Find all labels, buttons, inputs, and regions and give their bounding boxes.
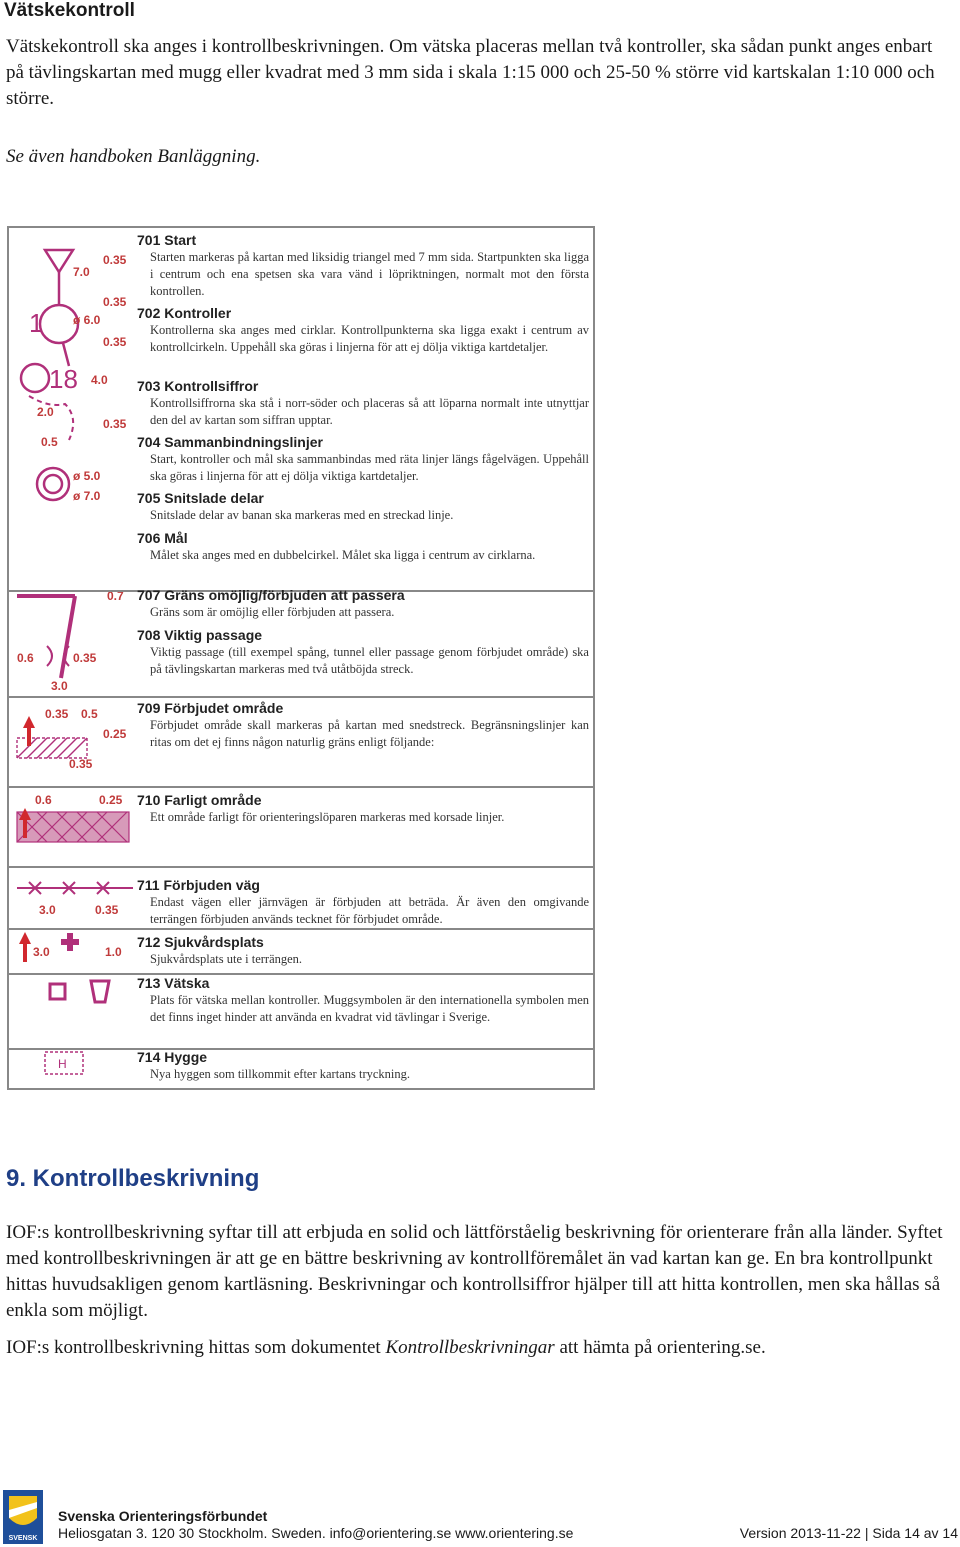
entry-title: 711 Förbjuden väg (137, 877, 260, 893)
entry-text: Målet ska anges med en dubbelcirkel. Målet ska ligga i centrum av cirklarna. (150, 548, 536, 562)
clearing-symbol (45, 1052, 83, 1074)
entry-text: Förbjudet område skall markeras på kartan med snedstreck. Begränsningslinjer kan ritas om det ej finns någon naturlig gräns enligt följande: (150, 718, 589, 749)
forbidden-route-symbol (17, 882, 133, 894)
entry-707 (137, 586, 589, 621)
symbol-column (9, 228, 135, 1088)
entry-708 (137, 626, 589, 678)
label-forbidden-spacing: 0.5 (81, 707, 98, 721)
label-forbidden-border: 0.25 (103, 727, 127, 741)
entry-text: Sjukvårdsplats ute i terrängen. (150, 952, 303, 966)
control-number-circle-symbol (21, 364, 49, 392)
paragraph-document-reference (6, 1335, 946, 1361)
entry-text: Kontrollsiffrorna ska stå i norr-söder och placeras så att löparna normalt inte utnyttjar den del av kartan som siffran upptar. (150, 396, 589, 427)
entry-702 (137, 304, 589, 356)
label-passage-gap: 0.6 (17, 651, 34, 665)
section-heading: Vätskekontroll (4, 0, 135, 21)
label-control-diameter: ø 6.0 (73, 313, 101, 327)
label-boundary-width: 0.7 (107, 589, 124, 603)
entry-text: Viktig passage (till exempel spång, tunnel eller passage genom förbjudet område) ska på tävlingskartan markeras med två utåtböjda streck. (150, 645, 589, 676)
label-dash-stroke: 0.35 (103, 417, 127, 431)
entry-title: 714 Hygge (137, 1049, 208, 1065)
entry-712 (137, 933, 589, 968)
refreshment-symbols (50, 981, 109, 1002)
entry-710 (137, 791, 589, 826)
label-control-stroke: 0.35 (103, 335, 127, 349)
label-danger-spacing: 0.6 (35, 793, 52, 807)
entry-title: 710 Farligt område (137, 792, 262, 808)
entry-title: 702 Kontroller (137, 305, 232, 321)
label-dash-length: 0.5 (41, 435, 58, 449)
label-start-side: 7.0 (73, 265, 90, 279)
chapter-heading: 9. Kontrollbeskrivning (6, 1165, 260, 1192)
entry-title: 703 Kontrollsiffror (137, 378, 259, 394)
entry-701 (137, 231, 589, 300)
entry-705 (137, 489, 589, 524)
svg-text:SVENSK: SVENSK (8, 1535, 38, 1542)
label-road-cross: 3.0 (39, 903, 56, 917)
label-start-stroke: 0.35 (103, 253, 127, 267)
reference-text-after: att hämta på orientering.se. (554, 1337, 766, 1358)
entry-title: 708 Viktig passage (137, 627, 263, 643)
entry-713 (137, 974, 589, 1026)
label-aid-stroke: 1.0 (105, 945, 122, 959)
entry-title: 713 Vätska (137, 975, 210, 991)
entry-704 (137, 433, 589, 485)
document-title: Kontrollbeskrivningar (385, 1337, 555, 1358)
entry-text: Nya hyggen som tillkommit efter kartans tryckning. (150, 1067, 411, 1081)
symbol-digit-1: 1 (29, 308, 44, 338)
label-road-stroke: 0.35 (95, 903, 119, 917)
paragraph-kontrollbeskrivning: IOF:s kontrollbeskrivning syftar till att erbjuda en solid och lättförståelig beskrivning för orienterare från alla länder. Syftet med kontrollbeskrivningen är att ge en bättre beskrivning av kontrollföremålet än vad kartan kan ge. En bra kontrollpunkt hittas huvudsakligen genom kartläsning. Beskrivningar och kontrollsiffror hjälper till att hitta kontrollen, men ska hållas så enkla som möjligt. (6, 1222, 943, 1321)
footer-line (58, 1525, 958, 1541)
entry-711 (137, 876, 589, 928)
label-passage-stroke: 0.35 (73, 651, 97, 665)
finish-inner-circle-symbol (44, 475, 62, 493)
label-danger-stroke: 0.25 (99, 793, 123, 807)
label-number-height: 4.0 (91, 373, 108, 387)
entry-703 (137, 377, 589, 429)
entry-text: Snitslade delar av banan ska markeras med en streckad linje. (150, 508, 454, 522)
entry-title: 706 Mål (137, 530, 188, 546)
start-triangle-symbol (45, 250, 73, 272)
entry-text: Plats för vätska mellan kontroller. Muggsymbolen är den internationella symbolen men det finns inget hinder att använda en kvadrat vid tävlingar i Sverige. (150, 993, 589, 1024)
footer-address: Heliosgatan 3. 120 30 Stockholm. Sweden. info@orientering.se www.orientering.se (58, 1525, 574, 1541)
entry-text: Start, kontroller och mål ska sammanbindas med räta linjer längs fågelvägen. Uppehåll ska göras i linjerna för att ej dölja viktiga kartdetaljer. (150, 452, 589, 483)
svg-text:H: H (58, 1057, 67, 1071)
entry-text: Kontrollerna ska anges med cirklar. Kontrollpunkterna ska ligga exakt i centrum av kontrollcirkeln. Uppehåll ska göras i linjerna för att ej dölja viktiga kartdetaljer. (150, 323, 589, 354)
entry-title: 709 Förbjudet område (137, 700, 284, 716)
danger-area-symbol (17, 812, 129, 842)
entry-709 (137, 699, 589, 751)
label-aid-size: 3.0 (33, 945, 50, 959)
entry-text: Starten markeras på kartan med liksidig triangel med 7 mm sida. Startpunkten ska ligga i centrum och ena spetsen ska vara vänd i löpriktningen, normalt mot den första kontrollen. (150, 250, 589, 298)
entry-706 (137, 529, 589, 564)
label-gap: 2.0 (37, 405, 54, 419)
footer-organization: Svenska Orienteringsförbundet (58, 1508, 268, 1524)
entry-714 (137, 1048, 589, 1083)
label-line-stroke: 0.35 (103, 295, 127, 309)
entry-text: Gräns som är omöjlig eller förbjuden att passera. (150, 605, 395, 619)
footer-version-page: Version 2013-11-22 | Sida 14 av 14 (739, 1525, 958, 1541)
connection-line-symbol-2 (63, 343, 69, 366)
first-aid-symbol (61, 933, 79, 951)
see-also-note: Se även handboken Banläggning. (6, 146, 261, 167)
entry-title: 705 Snitslade delar (137, 490, 264, 506)
entry-text: Endast vägen eller järnvägen är förbjuden att beträda. Är även den omgivande terrängen förbjuden används tecknet för förbjudet område. (150, 895, 589, 926)
entry-title: 701 Start (137, 232, 197, 248)
intro-paragraph: Vätskekontroll ska anges i kontrollbeskrivningen. Om vätska placeras mellan två kontroller, ska sådan punkt anges enbart på tävlingskartan med mugg eller kvadrat med 3 mm sida i skala 1:15 000 och 25-50 % större vid kartskalan 1:10 000 och större. (6, 36, 935, 109)
reference-text-before: IOF:s kontrollbeskrivning hittas som dokumentet (6, 1337, 386, 1358)
symbol-descriptions (137, 228, 589, 1088)
entry-title: 712 Sjukvårdsplats (137, 934, 264, 950)
federation-logo (3, 1490, 43, 1544)
label-finish-outer: ø 7.0 (73, 489, 101, 503)
entry-text: Ett område farligt för orienteringslöparen markeras med korsade linjer. (150, 810, 505, 824)
label-forbidden-dash: 0.35 (69, 757, 93, 771)
entry-title: 707 Gräns omöjlig/förbjuden att passera (137, 587, 405, 603)
entry-title: 704 Sammanbindningslinjer (137, 434, 323, 450)
label-finish-inner: ø 5.0 (73, 469, 101, 483)
label-passage-length: 3.0 (51, 679, 68, 693)
label-forbidden-stroke: 0.35 (45, 707, 69, 721)
symbol-figure (7, 226, 595, 1090)
symbol-number-18: 18 (49, 364, 78, 394)
finish-outer-circle-symbol (37, 468, 69, 500)
